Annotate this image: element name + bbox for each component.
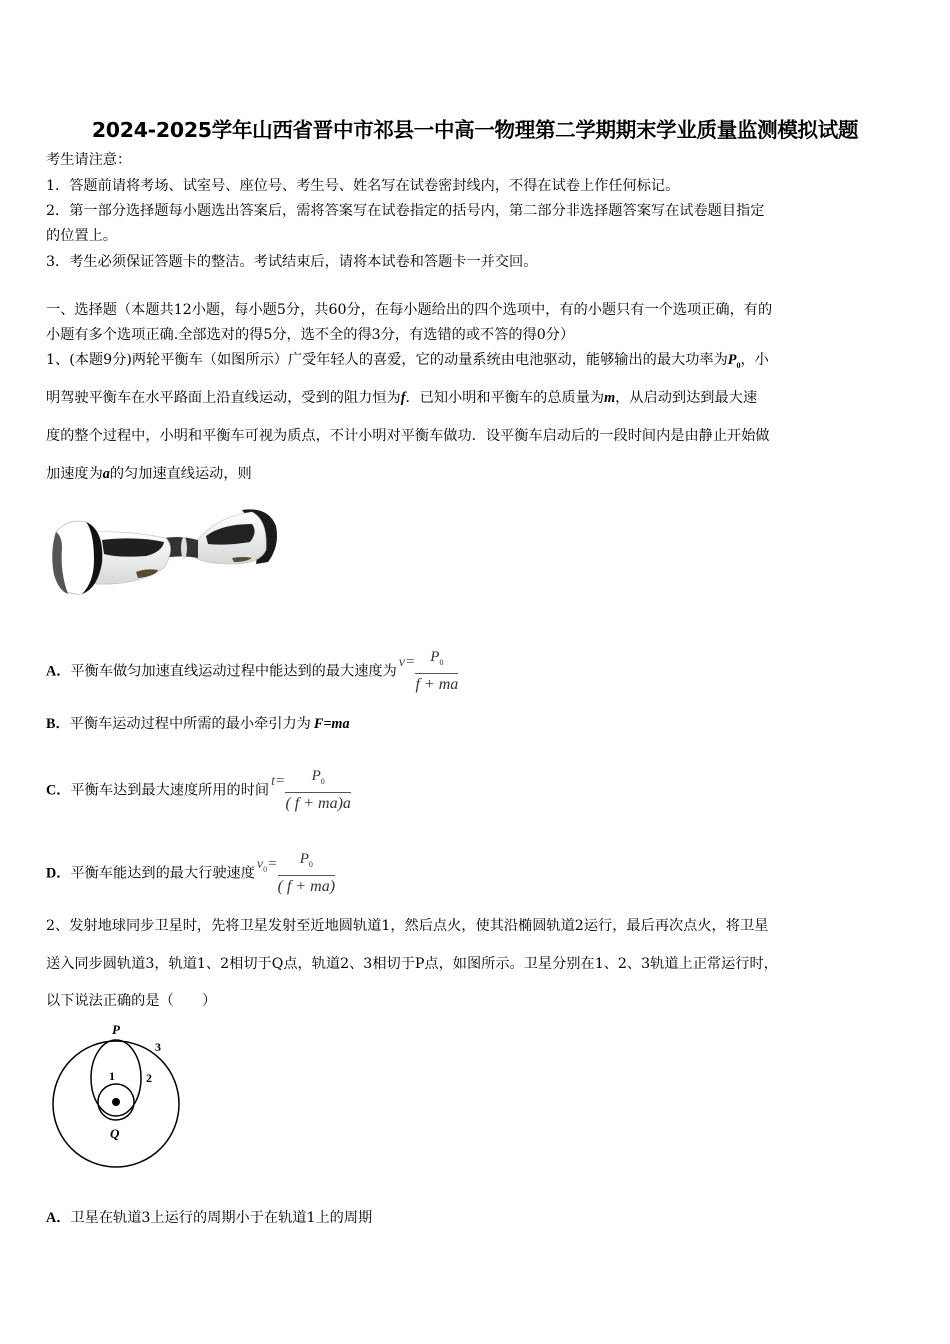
q1-line2: 明驾驶平衡车在水平路面上沿直线运动，受到的阻力恒为f．已知小明和平衡车的总质量为m，从启动到达到最大速 <box>46 390 758 406</box>
q2-line2: 送入同步圆轨道3，轨道1、2相切于Q点，轨道2、3相切于P点，如图所示。卫星分别在1、2、3轨道上正常运行时， <box>46 956 778 972</box>
notice-item-3: 3．考生必须保证答题卡的整洁。考试结束后，请将本试卷和答题卡一并交回。 <box>46 254 538 270</box>
notice-item-2: 2．第一部分选择题每小题选出答案后，需将答案写在试卷指定的括号内，第二部分非选择题答案写在试卷题目指定 <box>46 203 765 219</box>
q1-line3: 度的整个过程中，小明和平衡车可视为质点，不计小明对平衡车做功．设平衡车启动后的一段时间内是由静止开始做 <box>46 428 770 444</box>
fraction: $\frac{P_0}{f + ma}$ <box>415 649 459 693</box>
page-title: 2024-2025学年山西省晋中市祁县一中高一物理第二学期期末学业质量监测模拟试题 <box>91 118 859 142</box>
label-q: Q <box>110 1126 120 1141</box>
q2-option-a: A．卫星在轨道3上运行的周期小于在轨道1上的周期 <box>46 1210 373 1226</box>
section-heading-line2: 小题有多个选项正确.全部选对的得5分，选不全的得3分，有选错的或不答的得0分） <box>46 327 575 343</box>
q1-option-a: A．平衡车做匀加速直线运动过程中能达到的最大速度为v= $\frac{P_0}{f + ma}$ <box>46 649 459 693</box>
label-orbit-3: 3 <box>155 1040 161 1054</box>
notice-item-1: 1．答题前请将考场、试室号、座位号、考生号、姓名写在试卷密封线内，不得在试卷上作任何标记。 <box>46 178 680 194</box>
fraction: $\frac{P_0}{( f + ma)}$ <box>277 851 336 895</box>
orbit-diagram <box>46 1020 196 1170</box>
fraction: $\frac{P_0}{( f + ma)a}$ <box>285 768 351 812</box>
q1-line4: 加速度为a的匀加速直线运动，则 <box>46 466 252 482</box>
var-p0: $P_0$ <box>727 352 741 370</box>
q2-line1: 2、发射地球同步卫星时，先将卫星发射至近地圆轨道1，然后点火，使其沿椭圆轨道2运行，最后再次点火，将卫星 <box>46 918 769 934</box>
label-orbit-1: 1 <box>109 1069 115 1083</box>
q1-option-b: B．平衡车运动过程中所需的最小牵引力为 F=ma <box>46 716 350 732</box>
q1-option-c: C．平衡车达到最大速度所用的时间t= $\frac{P_0}{( f + ma)a}$ <box>46 768 351 812</box>
hoverboard-image <box>46 502 284 600</box>
q1-line1: 1、(本题9分)两轮平衡车（如图所示）广受年轻人的喜爱，它的动量系统由电池驱动，能够输出的最大功率为$P_0$，小 <box>46 352 769 370</box>
label-orbit-2: 2 <box>146 1071 152 1085</box>
notice-item-2-cont: 的位置上。 <box>46 228 117 244</box>
section-heading-line1: 一、选择题（本题共12小题，每小题5分，共60分，在每小题给出的四个选项中，有的小题只有一个选项正确，有的 <box>46 302 773 318</box>
label-p: P <box>112 1022 120 1037</box>
q2-line3: 以下说法正确的是（ ） <box>46 993 217 1009</box>
notice-heading: 考生请注意： <box>46 152 132 168</box>
q1-option-d: D．平衡车能达到的最大行驶速度$v_0=$ $\frac{P_0}{( f + ma)}$ <box>46 851 336 895</box>
